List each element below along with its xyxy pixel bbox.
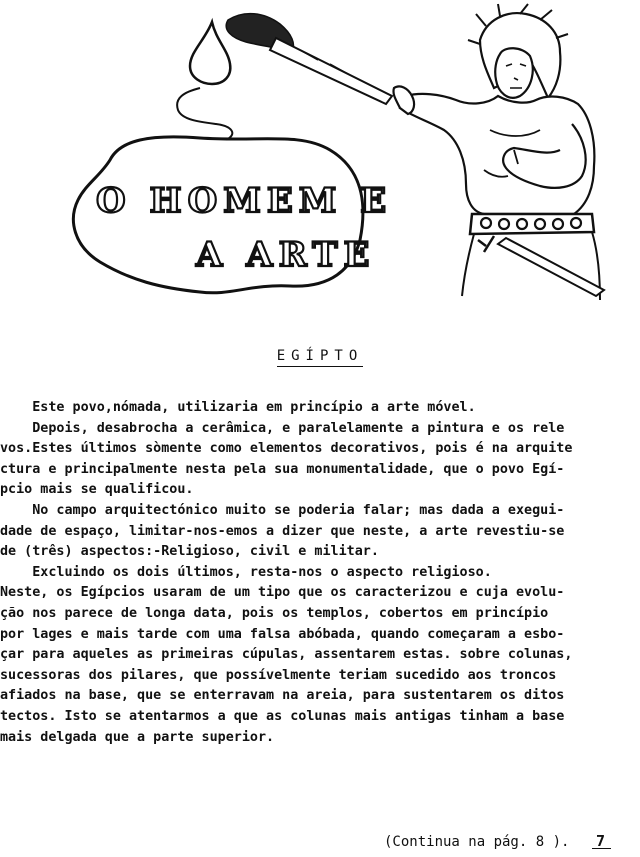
text-line: Este povo,nómada, utilizaria em princípio a arte móvel. — [0, 400, 476, 415]
text-line: dade de espaço, limitar-nos-emos a dizer que neste, a arte revestiu-se — [0, 523, 565, 539]
page-number: 7 — [596, 832, 606, 850]
text-line: No campo arquitectónico muito se poderia falar; mas dada a exegui- — [0, 502, 565, 518]
text-line: de (três) aspectos:-Religioso, civil e militar. — [0, 544, 379, 560]
text-line: vos.Estes últimos sòmente como elementos decorativos, pois é na arquite — [0, 441, 573, 457]
continuation-note: (Continua na pág. 8 ). — [384, 834, 570, 850]
paint-drop-icon — [190, 22, 230, 84]
text-line: ctura e principalmente nesta pela sua monumentalidade, que o povo Egí- — [0, 461, 565, 477]
paint-drip-shape — [177, 88, 232, 143]
text-line: pcio mais se qualificou. — [0, 482, 194, 498]
text-line: por lages e mais tarde com uma falsa abóbada, quando começaram a esbo- — [0, 626, 565, 642]
text-line: afiados na base, que se enterravam na areia, para sustentarem os ditos — [0, 688, 565, 704]
title-illustration — [0, 0, 640, 330]
article-body — [0, 398, 640, 748]
text-line: çar para aqueles as primeiras cúpulas, assentarem estas. sobre colunas, — [0, 647, 573, 663]
heading-text: EGÍPTO — [277, 348, 364, 367]
text-line: Depois, desabrocha a cerâmica, e paralelamente a pintura e os rele — [0, 420, 565, 436]
title-line-2: A ARTE — [196, 235, 376, 275]
text-line: sucessoras dos pilares, que possívelmente teriam sucedido aos troncos — [0, 667, 557, 683]
text-line: ção nos parece de longa data, pois os templos, cobertos em princípio — [0, 605, 549, 621]
paintbrush-icon — [226, 14, 392, 104]
text-line: tectos. Isto se atentarmos a que as colunas mais antigas tinham a base — [0, 708, 565, 724]
warrior-figure — [393, 4, 604, 300]
title-line-1: O HOMEM E — [96, 181, 393, 221]
text-line: Excluindo os dois últimos, resta-nos o aspecto religioso. — [0, 564, 492, 580]
text-line: mais delgada que a parte superior. — [0, 729, 275, 745]
text-line: Neste, os Egípcios usaram de um tipo que os caracterizou e cuja evolu- — [0, 585, 565, 601]
section-heading — [0, 348, 640, 364]
